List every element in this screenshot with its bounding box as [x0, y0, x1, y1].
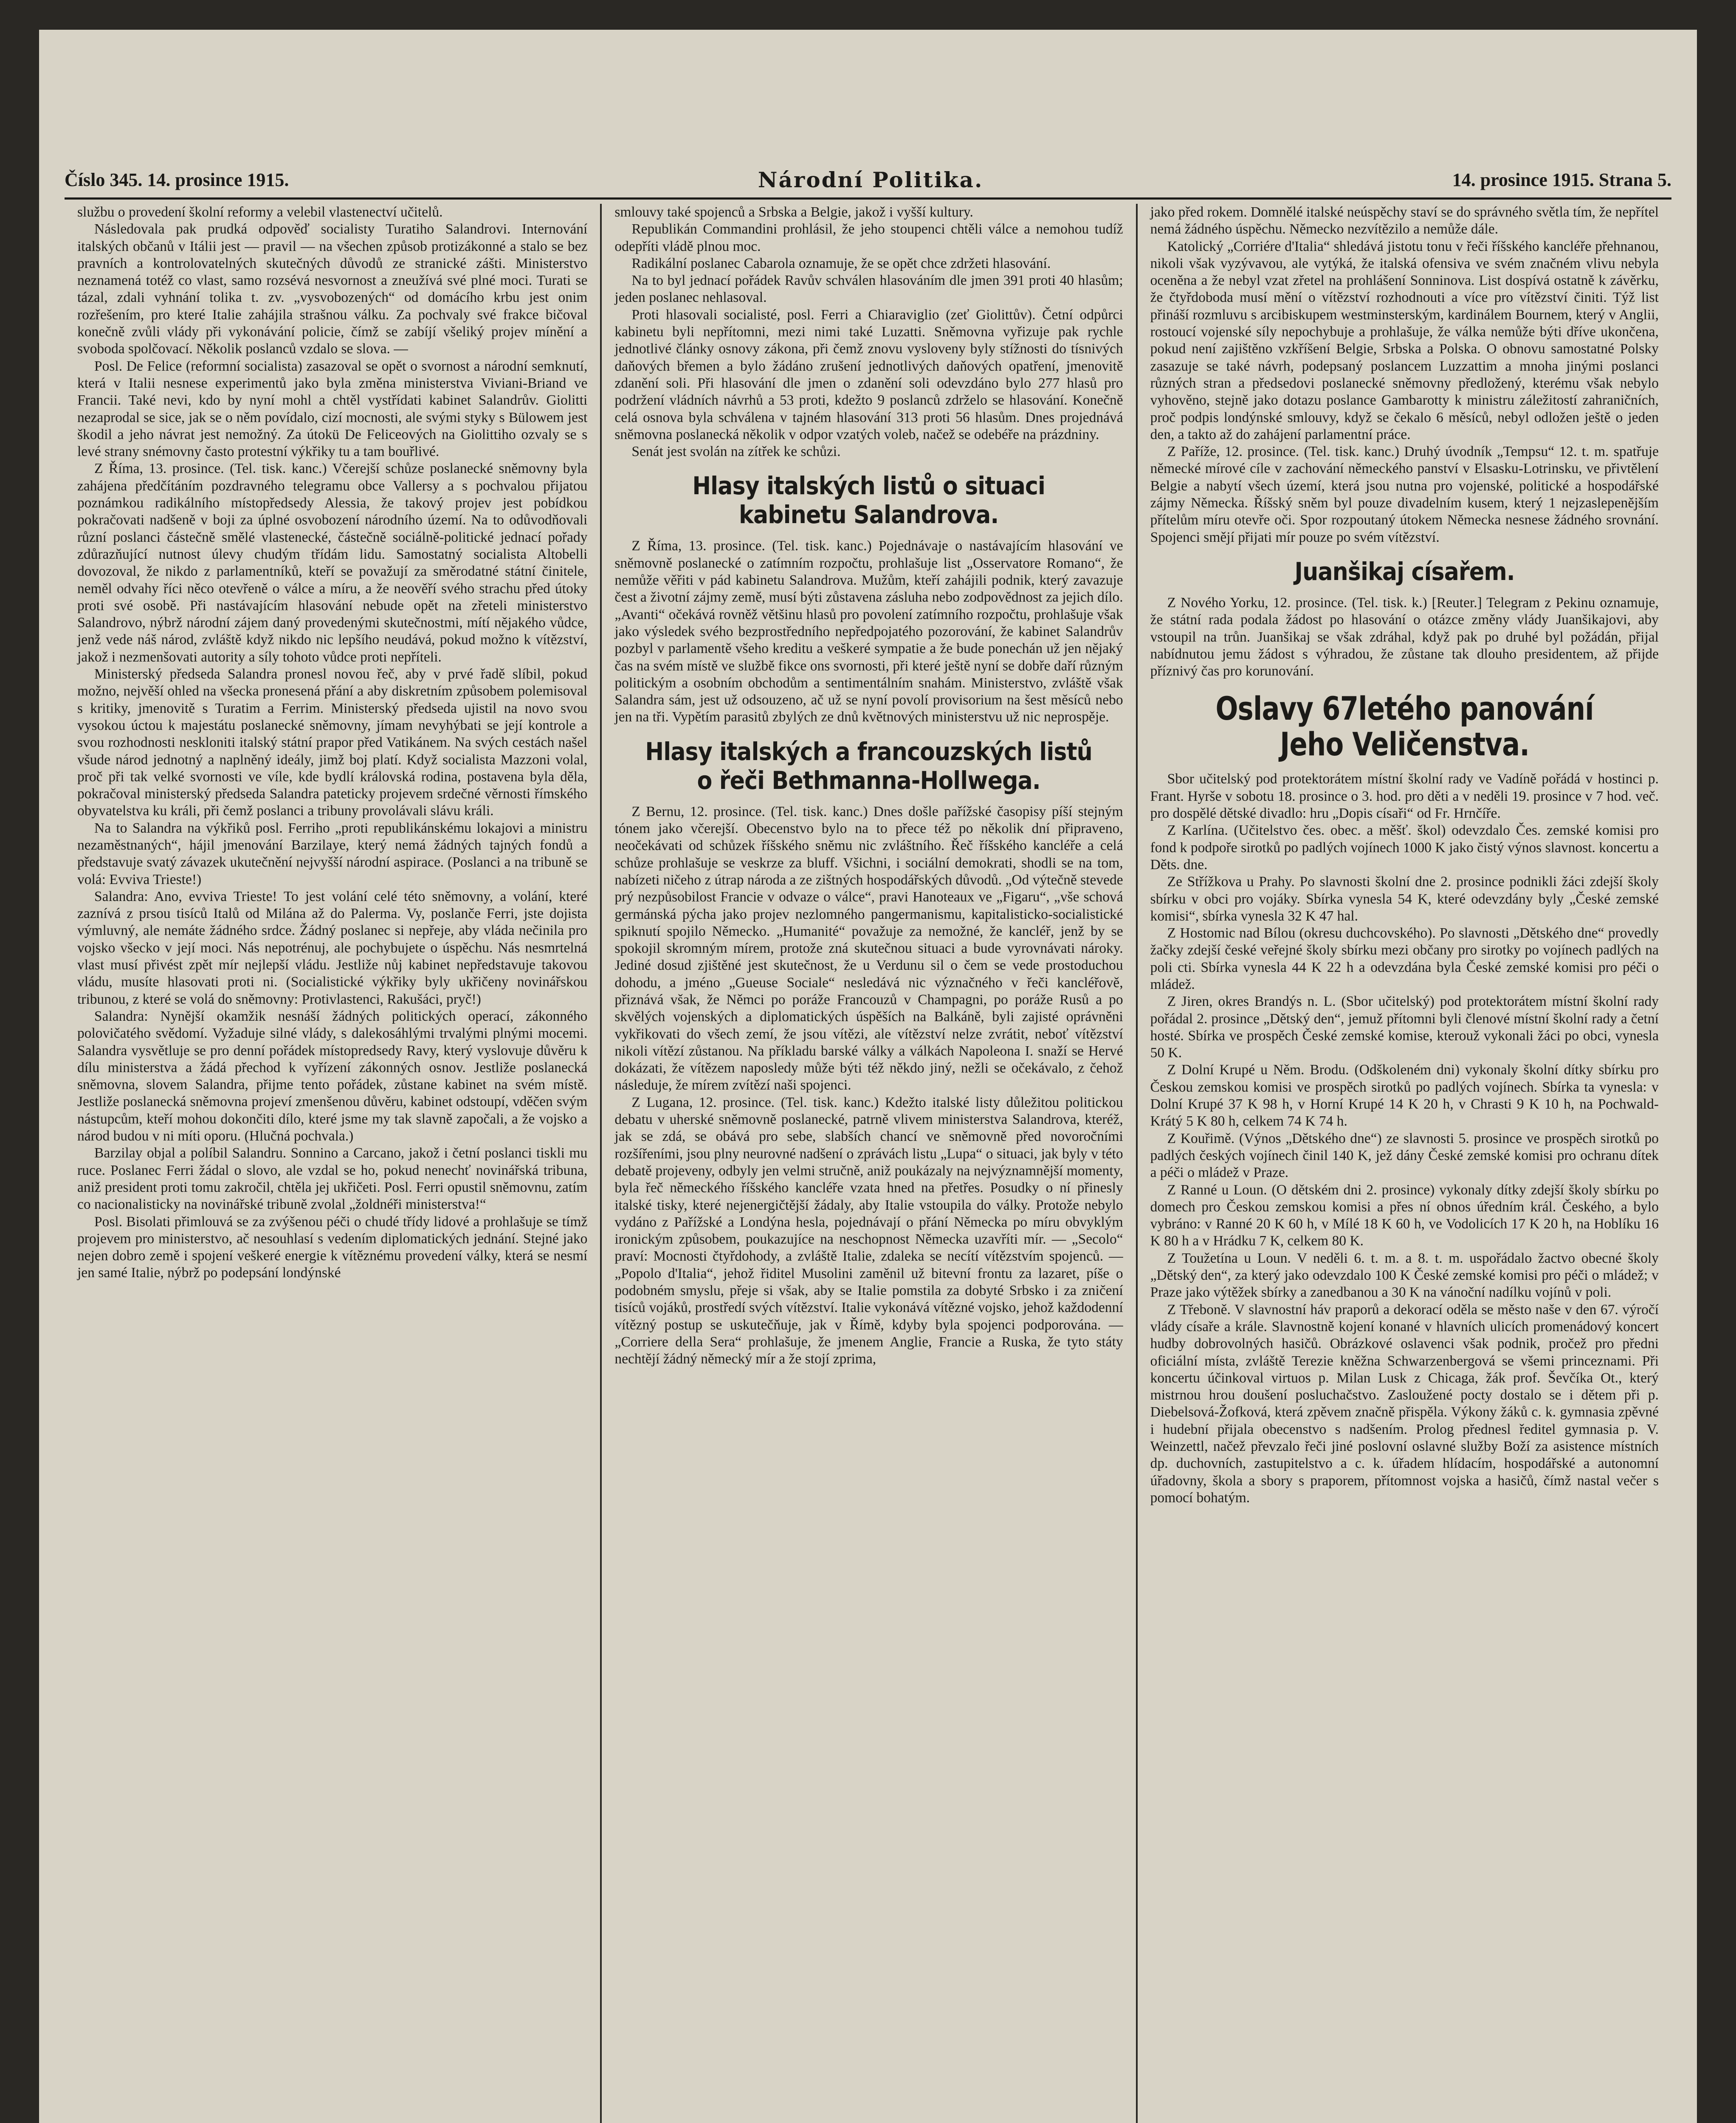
newspaper-page	[39, 30, 1697, 2123]
paragraph: Z Kouřimě. (Výnos „Dětského dne“) ze slavnosti 5. prosince ve prospěch sirotků po padlých českých vojínech činil 140 K, jež dány České zemské komisi pro ochranu dítek a péči o mládež v Praze.	[1150, 1130, 1659, 1181]
paragraph: Na to Salandra na výkřiků posl. Ferriho „proti republikánskému lokajovi a ministru nezaměstnaných“, hájil jmenování Barzilaye, který nemá žádných tajných fondů a představuje svatý závazek ukutečnění nejvyšší národní aspirace. (Poslanci a na tribuně se volá: Evviva Trieste!)	[77, 820, 588, 887]
paragraph: Salandra: Ano, evviva Trieste! To jest volání celé této sněmovny, a volání, které zaznívá z prsou tisíců Italů od Milána až do Palerma. Vy, poslanče Ferri, jste dojista výmluvný, ale nemáte žádného srdce. Žádný poslanec si nepřeje, aby vláda nečinila pro vojsko všecko v její moci. Nás nepotrénuj, ale pochybujete o úspěchu. Nás nesmrtelná vlast musí přivést zpět mír nejlepší vládu. Jestliže nůj kabinet nepředstavuje takovou vládu, musíte hlasovati proti ni. (Socialistické výkřiky byly ukřičeny novinářskou tribunou, z které se volá do sněmovny: Protivlastenci, Rakušáci, pryč!)	[77, 888, 588, 1007]
paragraph: Ze Střížkova u Prahy. Po slavnosti školní dne 2. prosince podnikli žáci zdejší školy sbírku v obci pro vojáky. Sbírka vynesla 54 K, které odevzdány byly „České zemské komisi“, sbírka vynesla 32 K 47 hal.	[1150, 874, 1659, 924]
paragraph: Posl. De Felice (reformní socialista) zasazoval se opět o svornost a národní semknutí, která v Italii nesnese experimentů jako byla změna ministerstva Viviani-Briand ve Francii. Také nevi, kdo by nyní mohl a chtěl vystřídati kabinet Salandrův. Giolitti nezaprodal se sice, jak se o něm povídalo, cizí mocnosti, ale svými styky s Bülowem jest škodil a jeho návrat jest nemožný. Za útokü De Feliceových na Giolittiho ozvaly se s levé strany snémovny často protestní výkřiky tu a tam bouřlivé.	[77, 358, 588, 460]
paragraph: Z Dolní Krupé u Něm. Brodu. (Odškoleném dni) vykonaly školní dítky sbírku pro Českou zemskou komisi ve prospěch sirotků po padlých vojínech. Sbírka ta vynesla: v Dolní Krupé 37 K 98 h, v Horní Krupé 14 K 20 h, v Chrasti 9 K 10 h, na Pochwald-Krátý 5 K 80 h, celkem 74 K 74 h.	[1150, 1062, 1659, 1129]
paragraph: Z Bernu, 12. prosince. (Tel. tisk. kanc.) Dnes došle pařížské časopisy píší stejným tónem jako včerejší. Obecenstvo bylo na to přece též po několik dní připraveno, neočekávati od schůzek říšského sněmu nic zvláštního. Řeč říšského kancléře a celá schůze prohlašuje se veskrze za bluff. Všichni, i sociální demokrati, shodli se na tom, nabízeti ničeho z útrap národa a ze zištných hospodářských důvodů. „Od výtečně stevede prý nezpůsobilost Francie v odvaze o válce“, pravi Hanoteaux ve „Figaru“, „vše schová germánská pýcha jako projev nezlomného pangermanismu, kapitalisticko-socialistické spiknutí spojilo Německo. „Humanité“ považuje za nemožné, že kancléř, jenž by se spokojil skromným mírem, protože zná skutečnou situaci a bude vyrovnávati nároky. Jediné dosud zjištěné jest skutečnost, že u Verdunu sil o čem se vede prostoduchou dohodu, a jméno „Gueuse Sociale“ nesledává nic význačného v řeči kancléřově, přiznává však, že Němci po poráže Francouzů v Champagni, po poráže Rusů a po skvělých vojenských a diplomatických úspěších na Balkáně, byli zajisté oprávněni vykřikovati do všech zemí, že jsou vítězi, ale vítězství nelze zvrátit, neboť vítězství nikoli vítězí zůstanou. Na příkladu barské války a válkách Napoleona I. snaží se Hervé dokázati, že vítězem naposledy může býti též někdo jiný, nežli se očekávalo, z čehož následuje, že mírem zvítězí naši spojenci.	[614, 803, 1123, 1093]
paragraph: Posl. Bisolati přimlouvá se za zvýšenou péči o chudé třídy lidové a prohlašuje se tímž projevem pro ministerstvo, ač nesouhlasí s vedením diplomatických jednání. Stejné jako nejen dobro země i spojení veškeré energie k vítěznému provedení války, která se nesmí jen samé Italie, nýbrž po podepsání londýnské	[77, 1214, 588, 1281]
paragraph: Z Ranné u Loun. (O dětském dni 2. prosince) vykonaly dítky zdejší školy sbírku po domech pro Českou zemskou komisi a přes ní obnos úředním král. Českého, a bylo vybráno: v Ranné 20 K 60 h, v Mílé 18 K 60 h, ve Vodolicích 17 K 20 h, na Hoblíku 16 K 80 h a v Hrádku 7 K, celkem 80 K.	[1150, 1182, 1659, 1249]
paragraph: smlouvy také spojenců a Srbska a Belgie, jakož i vyšší kultury.	[614, 204, 973, 220]
paragraph: jako před rokem. Domnělé italské neúspěchy staví se do správného světla tím, že nepřítel nemá žádného úspěchu. Německo nezvítězilo a nemůže dále.	[1150, 204, 1659, 237]
paragraph: Salandra: Nynější okamžik nesnáší žádných politických operací, zákonného polovičatého svědomí. Vyžaduje silné vlády, s dalekosáhlými trvalými plnými mocemi. Salandra vysvětluje se pro denní pořádek místopredsedy Ravy, který vyslovuje důvěru k dílu ministerstva a žádá přechod k vyřízení zákonných osnov. Jestliže poslanecká sněmovna, slovem Salandra, přijme tento pořádek, zůstane kabinet na svém místě. Jestliže poslanecká sněmovna projeví zmenšenou důvěru, kabinet odstoupí, vděčen svým nástupcům, kteří mohou dokončiti dílo, které jsme my tak slavně započali, a že vojsko a národ budou v ni míti oporu. (Hlučná pochvala.)	[77, 1008, 588, 1144]
date-page-info: 14. prosince 1915. Strana 5.	[1452, 169, 1671, 190]
paragraph: Z Jiren, okres Brandýs n. L. (Sbor učitelský) pod protektorátem místní školní rady pořádal 2. prosince „Dětský den“, jemuž přítomni byli členové místní školní rady a četní hosté. Sbírka ve prospěch České zemské komise, kterouž vykonali žáci po obci, vynesla 50 K.	[1150, 994, 1659, 1061]
page-header	[65, 165, 1671, 194]
article-headline: Hlasy italských a francouzských listů o řeči Bethmanna-Hollwega.	[645, 737, 1093, 795]
paragraph: Senát jest svolán na zítřek ke schůzi.	[631, 444, 841, 460]
paragraph: Z Říma, 13. prosince. (Tel. tisk. kanc.) Včerejší schůze poslanecké sněmovny byla zahájena předčítáním pozdravného telegramu obce Vallersy a s pochvalou přijatou poznámkou radikálního místopředsedy Alessia, že takový projev jest pobídkou pokračovati nadšeně v boji za úplné osvobození národního území. Na to odůvodňovali různí poslanci částečně smělé vlastenecké, částečně sociálně-politické jednací pořady zdůrazňující nutnost úlevy chudým třídám lidu. Samostatný socialista Altobelli dovozoval, že nikdo z parlamentníků, kteří se považují za směrodatné státní činitele, neměl odvahy říci něco otevřeně o válce a míru, a že neověří svého strachu před útoky proti své osobě. Při nastávajícím hlasování nebude opět na zřeteli ministerstvo Salandrovo, nýbrž národní zájem daný provedenými skutečnostmi, mítí nějakého vůdce, jenž vede náš národ, zvláště když nikdo nic lepšího neudává, pokud možno k vítězství, jakož i nezmenšovati autority a síly tohoto vůdce proti nepříteli.	[77, 461, 588, 665]
paragraph: Z Lugana, 12. prosince. (Tel. tisk. kanc.) Kdežto italské listy důležitou politickou debatu v uherské sněmovně poslanecké, patrně vlivem ministerstva Salandrova, kteréž, jak se zdá, se obává pro sebe, slabších chancí ve sněmovně před novoročními rozšířeními, jsou plny neurovné nadšení o zprávách listu „Lupa“ o situaci, jak byly v této debatě projeveny, odbyly jen velmi stručně, aniž poukázaly na nejvýznamnější momenty, byla řeč německého říšského kancléře vzata hned na přetřes. Posudky o ní přinesly italské tisky, které nejenergičtější žádaly, aby Italie vstoupila do války. Protože nebylo vydáno z Pařížské a Londýna hesla, pojednávají o přání Německa po míru obvyklým ironickým způsobem, poukazujíce na neschopnost Německa uzavříti mír. — „Secolo“ praví: Mocnosti čtyřdohody, a zvláště Italie, zdaleka se necítí vítězstvím spojenců. — „Popolo d'Italia“, jehož řiditel Musolini zaměnil už bitevní frontu za lazaret, píše o podobném smyslu, přeje si však, aby se Italie pomstila za dobyté Srbsko i za zničení tisíců vojáků, prostředí svých vítězství. Italie vykonává vítězné vojsko, jehož každodenní vítězný postup se uskutečňuje, jak v Římě, kdyby byla spojenci podporována. — „Corriere della Sera“ prohlašuje, že jmenem Anglie, Francie a Ruska, že tyto státy nechtějí žádný německý mír a že stojí zprima,	[614, 1094, 1123, 1367]
paragraph: Proti hlasovali socialisté, posl. Ferri a Chiaraviglio (zeť Giolittův). Četní odpůrci kabinetu byli nepřítomni, mezi nimi také Luzatti. Sněmovna vyřizuje pak rychle jednotlivé články osnovy zákona, při čemž znovu vysloveny byly stížnosti do tísnivých daňových břemen a bylo žádáno zrušení jednotlivých daňových opatření, jmenovitě zdanění soli. Při hlasování dle jmen o zdanění soli odevzdáno bylo 277 hlasů pro podržení vládních návrhů a 53 proti, kdežto 9 poslanců zdrželo se hlasování. Konečně celá osnova byla schválena v tajném hlasování 313 proti 56 hlasům. Dnes projednává sněmovna poslanecká několik v odpor vzatých voleb, načež se odebéře na prázdniny.	[614, 307, 1123, 442]
columns	[65, 204, 1671, 2123]
article-headline: Oslavy 67letého panování Jeho Veličenstva.	[1215, 690, 1594, 763]
issue-info: Číslo 345. 14. prosince 1915.	[65, 169, 289, 190]
paragraph: Republikán Commandini prohlásil, že jeho stoupenci chtěli válce a nemohou tudíž odepříti vládě plnou moc.	[614, 221, 1123, 254]
paragraph: Z Třeboně. V slavnostní háv praporů a dekorací oděla se město naše v den 67. výročí vlády císaře a krále. Slavnostně kojení konané v hlavních ulicích promenádový koncert hudby dobrovolných hasičů. Obrázkové oslavenci však podnik, pročež pro předni oficiální místa, zvláště Terezie kněžna Schwarzenbergová se všemi princeznami. Při koncertu účinkoval virtuos p. Milan Lusk z Chicaga, žák prof. Ševčíka Ot., který mistrnou hrou doušení posluchačstvo. Zasloužené pocty dostalo se i dětem při p. Diebelsová-Žofková, která zpěvem značně přispěla. Výkony žáků c. k. gymnasia zpěvné i hudební přijala obecenstvo s nadšením. Prolog přednesl ředitel gymnasia p. V. Weinzettl, načež převzalo řeči jiné poslovní oslavné služby Boží za asistence místních dp. duchovních, zastupitelstvo a c. k. úřadem hlídacím, hospodářské a autonomní úřadovny, škola a sbory s praporem, přítomnost vojska a hasičů, čímž nastal večer s pomocí bohatým.	[1150, 1301, 1659, 1506]
column-3	[1136, 204, 1671, 2123]
paragraph: Barzilay objal a políbil Salandru. Sonnino a Carcano, jakož i četní poslanci tiskli mu ruce. Poslanec Ferri žádal o slovo, ale vzdal se ho, pokud nenechť novinářská tribuna, aniž president proti tomu zakročil, chtěla jej ukřičeti. Posl. Ferri opustil sněmovnu, zatím co nacionalisticky na novinářské tribuně zvolal „žoldnéři ministerstva!“	[77, 1145, 588, 1213]
column-1	[65, 204, 600, 2123]
paragraph: Následovala pak prudká odpověď socialisty Turatiho Salandrovi. Internování italských občanů v Itálii jest — pravil — na všechen způsob protizákonné a stalo se bez pravních a kontrolovatelných skutečných důvodů ze stranické zášti. Ministerstvo neznamená totéž co vlast, samo rozsévá nesvornost a zneužívá své plné moci. Turati se tázal, zdali vyhnání tolika t. zv. „vysvobozených“ od domácího krbu jest onim rozřešením, pro které Italie zahájila strašnou válku. Za pochvaly své frakce bičoval konečně zvůli vlády při vykonávání policie, čímž se zabíjí všeliký projev mínění a svoboda spolčovací. Několik poslanců vzdalo se slova. —	[77, 221, 588, 357]
paragraph: Sbor učitelský pod protektorátem místní školní rady ve Vadíně pořádá v hostinci p. Frant. Hyrše v sobotu 18. prosince o 3. hod. pro děti a v neděli 19. prosince v 7 hod. več. pro dospělé dětské divadlo: hru „Dopis císaři“ od Fr. Hrnčíře.	[1150, 771, 1659, 822]
header-rule	[65, 197, 1671, 200]
paragraph: Z Paříže, 12. prosince. (Tel. tisk. kanc.) Druhý úvodník „Tempsu“ 12. t. m. spatřuje německé mírové cíle v zachování německého panství v Elsasku-Lotrinsku, ve přivtělení Belgie a nabytí všech území, která jsou nutna pro vojenské, politické a hospodářské zájmy Německa. Říšský sněm byl pouze divadelním kusem, který 1 nejzaslepenějším přítelům míru otevře oči. Spor rozpoutaný útokem Německa nesnese žádného srovnání. Spojenci smějí přijati mír pouze po svém vítězství.	[1150, 444, 1659, 545]
paragraph: Z Nového Yorku, 12. prosince. (Tel. tisk. k.) [Reuter.] Telegram z Pekinu oznamuje, že státní rada podala žádost po hlasování o otázce změny vlády Juanšikajovi, aby vstoupil na trůn. Juanšikaj se však zdráhal, když pak po druhé byl požádán, přijal nabídnutou jemu žádost s výhradou, že zůstane tak dlouho presidentem, až přijde příznivý čas pro korunování.	[1150, 594, 1659, 679]
article-headline: Hlasy italských listů o situaci kabinetu Salandrova.	[692, 471, 1046, 529]
paragraph: Z Toužetína u Loun. V neděli 6. t. m. a 8. t. m. uspořádalo žactvo obecné školy „Dětský den“, za který jako odevzdalo 100 K České zemské komisi pro péči o mládež; v Praze jako výtěžek sbírky a zanedbanou a 30 K na vánoční nadílku vojínů v poli.	[1150, 1250, 1659, 1301]
paragraph: Z Karlína. (Učitelstvo čes. obec. a měšť. škol) odevzdalo Čes. zemské komisi pro fond k podpoře sirotků po padlých vojínech 1000 K jako čistý výnos slavnost. koncertu a Děts. dne.	[1150, 822, 1659, 873]
newspaper-title: Národní Politika.	[758, 167, 984, 192]
paragraph: službu o provedení školní reformy a velebil vlastenectví učitelů.	[77, 204, 443, 220]
paragraph: Z Říma, 13. prosince. (Tel. tisk. kanc.) Pojednávaje o nastávajícím hlasování ve sněmovně poslanecké o zatímním rozpočtu, prohlašuje list „Osservatore Romano“, že nemůže věřiti v pád kabinetu Salandrova. Mužům, kteří zahájili podnik, který zavazuje čest a životní zájmy země, musí býti zůstavena zásluha nebo zodpovědnost za jejich dílo. „Avanti“ očekává rovněž většinu hlasů pro povolení zatímního rozpočtu, prohlašuje však jako výsledek svého bezprostředního nepředpojatého pozorování, že kabinet Salandrův pozbyl v parlamentě všeho kreditu a veškeré sympatie a že bude ponechán už jen nějaký čas na svém místě ve službě fikce ons svornosti, při které ještě nyní se dobře daří různým politickým a osobním obchodům a sentimentálním snahám. Ministerstvo, zvláště však Salandra sám, jest už odsouzeno, ač už se nyní povolí provisorium na šest měsíců nebo jen na tři. Vypětím parasitů zbylých ze dnů květnových ministerstvu už nic neprospěje.	[614, 538, 1123, 725]
article-headline: Juanšikaj císařem.	[1294, 557, 1515, 586]
paragraph: Z Hostomic nad Bílou (okresu duchcovského). Po slavnosti „Dětského dne“ provedly žačky zdejší české veřejné školy sbírku mezi občany pro sirotky po vojínech padlých na poli cti. Sbírka vynesla 44 K 22 h a odevzdána byla České zemské komisi pro péči o mládež.	[1150, 925, 1659, 992]
paragraph: Radikální poslanec Cabarola oznamuje, že se opět chce zdržeti hlasování.	[631, 255, 1051, 271]
paragraph: Ministerský předseda Salandra pronesl novou řeč, aby v prvé řadě slíbil, pokud možno, nejvěší ohled na všecka pronesená přání a aby diskretním způsobem polemisoval s kritiky, jmenovitě s Turatim a Ferrim. Ministerský předseda ujistil na novo svou vysokou úctou k majestátu poslanecké sněmovny, jímam nevyhýbati se její kontrole a svou rozhodnosti neskloniti italský státní prapor před Vatikánem. Na svých cestách našel všude národ jednotný a naplněný ideály, jimž boj platí. Když socialista Mazzoni volal, proč při tak velké svornosti ve víle, kde bydlí královská rodina, postavena byla děla, pokračoval ministerský předseda Salandra pateticky projevem srdečné věrnosti římského obyvatelstva ku králi, při čemž poslanci a tribuny provolávali slávu králi.	[77, 666, 588, 819]
paragraph: Na to byl jednací pořádek Ravův schválen hlasováním dle jmen 391 proti 40 hlasům; jeden poslanec nehlasoval.	[614, 273, 1123, 306]
column-2	[600, 204, 1136, 2123]
paragraph: Katolický „Corriére d'Italia“ shledává jistotu tonu v řeči říšského kancléře přehnanou, nikoli však vyzývavou, ale vytýká, že italská ofensiva ve svém značném vlivu nebyla oceněna a že nebyl vzat zřetel na prohlášení Sonninova. List dospívá ostatně k závěrku, že čtyřdoboda musí mění o vítězství rozhodnouti a více pro vítězství činiti. Týž list přináší rozmluvu s arcibiskupem westminsterským, kardinálem Bournem, který v Anglii, rostoucí vojenské síly nepochybuje a prohlašuje, že válka nemůže býti dříve ukončena, pokud není zajištěno vzkříšení Belgie, Srbska a Polska. O obnovu samostatné Polsky zasazuje se také návrh, podepsaný poslancem Luzzattim a mnoha jinými poslanci různých stran a předsedovi poslanecké sněmovny předložený, kterému však nebylo vyhověno, stejně jako dotazu poslance Gambarotty k ministru záležitostí zahraničních, proč podpis londýnské smlouvy, když se čekalo 6 měsíců, nebyl odložen ještě o jeden den, a takto až do zahájení parlamentní práce.	[1150, 238, 1659, 442]
